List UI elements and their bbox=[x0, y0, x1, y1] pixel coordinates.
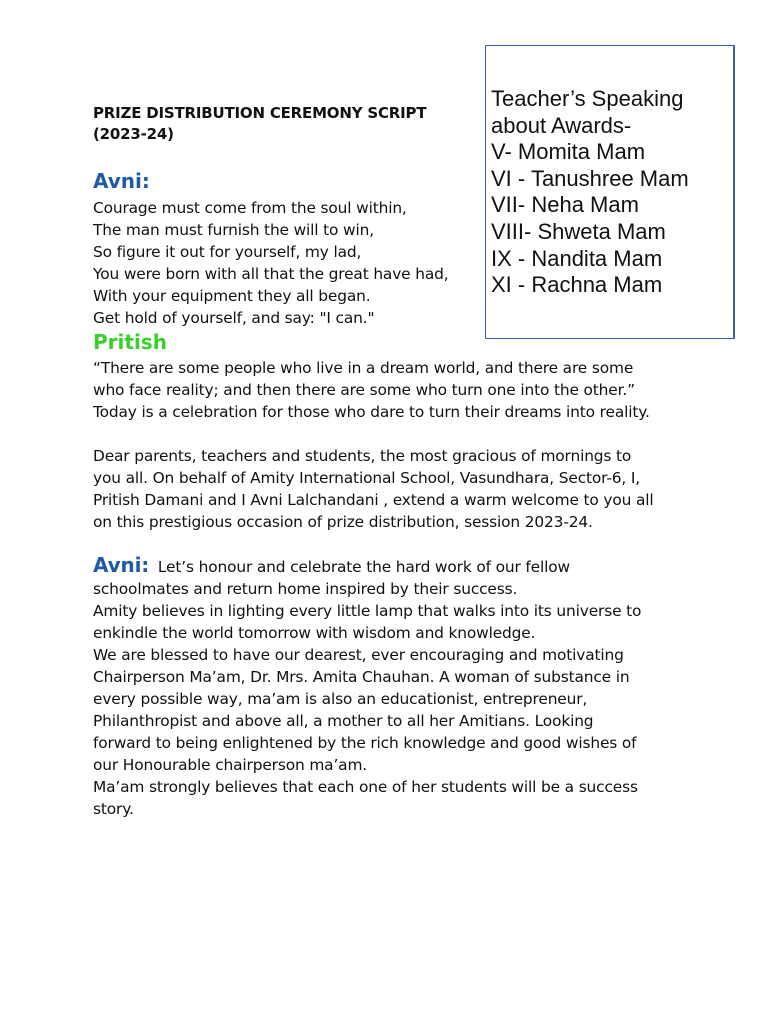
poem-line: The man must furnish the will to win, bbox=[93, 221, 374, 239]
teacher-awards-box bbox=[485, 45, 735, 339]
awards-teacher-xi: XI - Rachna Mam bbox=[491, 272, 663, 298]
poem-block bbox=[93, 197, 483, 329]
avni-speech bbox=[93, 553, 693, 820]
speech-line: Philanthropist and above all, a mother to all her Amitians. Looking bbox=[93, 712, 594, 730]
speech-line: forward to being enlightened by the rich knowledge and good wishes of bbox=[93, 734, 637, 752]
speech-line: who face reality; and then there are some who turn one into the other.” bbox=[93, 381, 635, 399]
speech-line: “There are some people who live in a dream world, and there are some bbox=[93, 359, 634, 377]
title-line-1: PRIZE DISTRIBUTION CEREMONY SCRIPT bbox=[93, 104, 427, 122]
speaker-pritish-heading: Pritish bbox=[93, 330, 167, 354]
awards-teacher-vii: VII- Neha Mam bbox=[491, 192, 639, 218]
speech-line: We are blessed to have our dearest, ever encouraging and motivating bbox=[93, 646, 624, 664]
speech-line: you all. On behalf of Amity International School, Vasundhara, Sector-6, I, bbox=[93, 469, 641, 487]
awards-teacher-v: V- Momita Mam bbox=[491, 139, 646, 165]
awards-teacher-viii: VIII- Shweta Mam bbox=[491, 218, 666, 244]
poem-line: With your equipment they all began. bbox=[93, 287, 371, 305]
speech-line: Chairperson Ma’am, Dr. Mrs. Amita Chauhan. A woman of substance in bbox=[93, 668, 630, 686]
speech-line: Ma’am strongly believes that each one of her students will be a success bbox=[93, 778, 638, 796]
speech-line: every possible way, ma’am is also an educationist, entrepreneur, bbox=[93, 690, 588, 708]
awards-heading-line-1: Teacher’s Speaking bbox=[491, 86, 684, 111]
poem-line: Get hold of yourself, and say: "I can." bbox=[93, 309, 375, 327]
speech-line: Dear parents, teachers and students, the most gracious of mornings to bbox=[93, 447, 632, 465]
poem-line: So figure it out for yourself, my lad, bbox=[93, 243, 362, 261]
speech-line: story. bbox=[93, 800, 134, 818]
speech-line: Today is a celebration for those who dare to turn their dreams into reality. bbox=[93, 403, 650, 421]
speech-line: Pritish Damani and I Avni Lalchandani , extend a warm welcome to you all bbox=[93, 491, 654, 509]
speech-line: our Honourable chairperson ma’am. bbox=[93, 756, 368, 774]
speech-line: Let’s honour and celebrate the hard work of our fellow bbox=[157, 558, 570, 576]
title-line-2: (2023-24) bbox=[93, 125, 174, 143]
speech-line: Amity believes in lighting every little lamp that walks into its universe to bbox=[93, 602, 642, 620]
speech-line: schoolmates and return home inspired by their success. bbox=[93, 580, 518, 598]
pritish-speech bbox=[93, 357, 693, 533]
poem-line: You were born with all that the great have had, bbox=[93, 265, 449, 283]
awards-teacher-ix: IX - Nandita Mam bbox=[491, 245, 663, 271]
paragraph-gap bbox=[93, 423, 693, 445]
speaker-avni-inline: Avni: bbox=[93, 553, 150, 577]
speech-line: enkindle the world tomorrow with wisdom and knowledge. bbox=[93, 624, 536, 642]
document-title bbox=[93, 103, 473, 145]
awards-teacher-vi: VI - Tanushree Mam bbox=[491, 165, 689, 191]
poem-line: Courage must come from the soul within, bbox=[93, 199, 407, 217]
speech-line: on this prestigious occasion of prize distribution, session 2023-24. bbox=[93, 513, 593, 531]
speaker-avni-heading: Avni: bbox=[93, 169, 150, 193]
avni-speech-first-row bbox=[93, 553, 693, 578]
awards-heading-line-2: about Awards- bbox=[491, 112, 632, 138]
